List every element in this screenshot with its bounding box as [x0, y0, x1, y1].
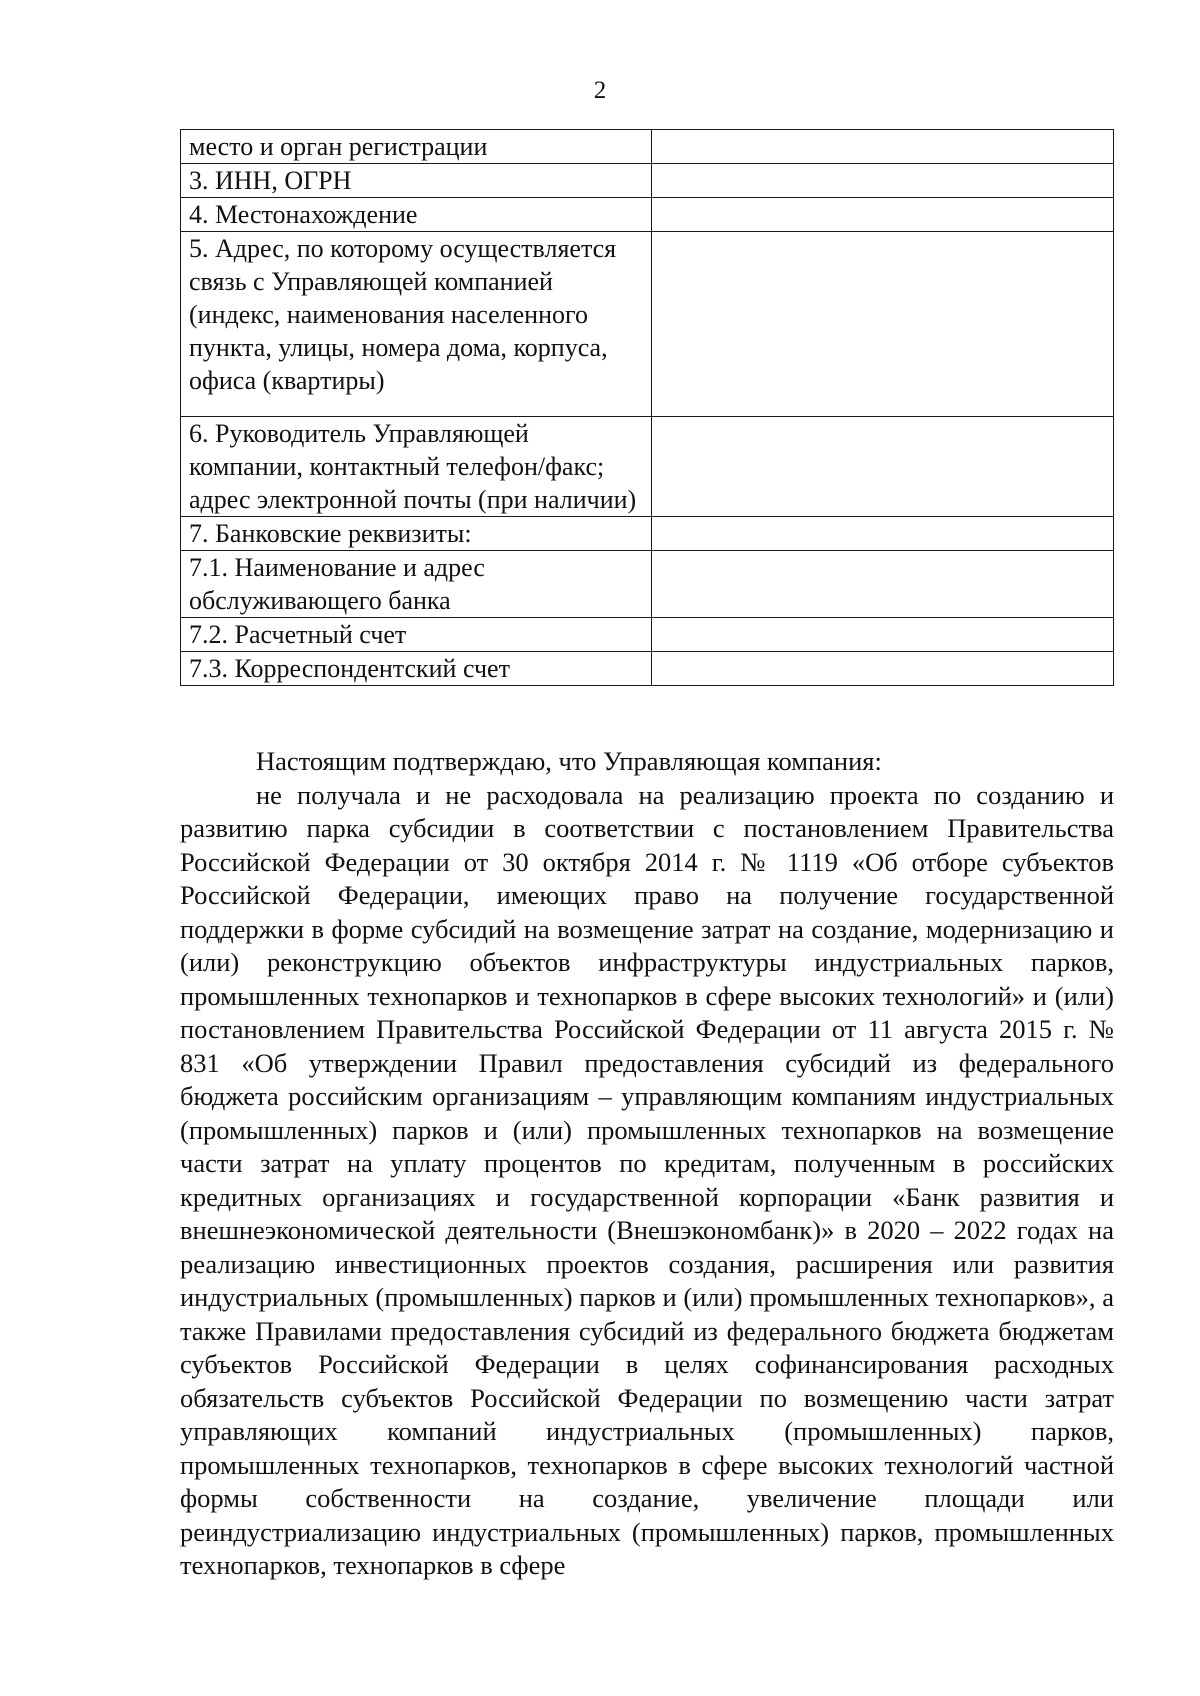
row-label-registration: место и орган регистрации: [181, 130, 652, 164]
table-row: [181, 618, 1114, 652]
statement-body: не получала и не расходовала на реализацию проекта по созданию и развитию парка субсидии в соответствии с постановлением Правительства Российской Федерации от 30 октября 2014 г. № 1119 «Об отборе субъектов Российской Федерации, имеющих право на получение государственной поддержки в форме субсидий на возмещение затрат на создание, модернизацию и (или) реконструкцию объектов инфраструктуры индустриальных парков, промышленных технопарков и технопарков в сфере высоких технологий» и (или) постановлением Правительства Российской Федерации от 11 августа 2015 г. № 831 «Об утверждении Правил предоставления субсидий из федерального бюджета российским организациям – управляющим компаниям индустриальных (промышленных) парков и (или) промышленных технопарков на возмещение части затрат на уплату процентов по кредитам, полученным в российских кредитных организациях и государственной корпорации «Банк развития и внешнеэкономической деятельности (Внешэкономбанк)» в 2020 – 2022 годах на реализацию инвестиционных проектов создания, расширения или развития индустриальных (промышленных) парков и (или) промышленных технопарков», а также Правилами предоставления субсидий из федерального бюджета бюджетам субъектов Российской Федерации в целях софинансирования расходных обязательств субъектов Российской Федерации по возмещению части затрат управляющих компаний индустриальных (промышленных) парков, промышленных технопарков, технопарков в сфере высоких технологий частной формы собственности на создание, увеличение площади или реиндустриализацию индустриальных (промышленных) парков, промышленных технопарков, технопарков в сфере: [180, 779, 1114, 1580]
row-value-bank-name[interactable]: [652, 551, 1114, 618]
confirmation-statement: [180, 745, 1114, 1583]
row-label-director: 6. Руководитель Управляющей компании, контактный телефон/факс; адрес электронной почты (при наличии): [181, 417, 652, 517]
row-value-contact-address[interactable]: [652, 232, 1114, 417]
table-row: [181, 517, 1114, 551]
row-value-inn-ogrn[interactable]: [652, 164, 1114, 198]
table-row: [181, 198, 1114, 232]
row-label-contact-address: 5. Адрес, по которому осуществляется связь с Управляющей компанией (индекс, наименования населенного пункта, улицы, номера дома, корпуса, офиса (квартиры): [181, 232, 652, 417]
organization-details-table: [180, 129, 1114, 686]
table-row: [181, 164, 1114, 198]
row-value-registration[interactable]: [652, 130, 1114, 164]
row-label-correspondent-account: 7.3. Корреспондентский счет: [181, 652, 652, 686]
row-label-inn-ogrn: 3. ИНН, ОГРН: [181, 164, 652, 198]
row-label-current-account: 7.2. Расчетный счет: [181, 618, 652, 652]
table-row: [181, 551, 1114, 618]
row-value-location[interactable]: [652, 198, 1114, 232]
statement-intro: Настоящим подтверждаю, что Управляющая компания:: [256, 746, 882, 776]
row-value-current-account[interactable]: [652, 618, 1114, 652]
row-label-bank-name: 7.1. Наименование и адрес обслуживающего банка: [181, 551, 652, 618]
page-number: 2: [593, 77, 607, 104]
row-value-bank-details[interactable]: [652, 517, 1114, 551]
row-value-correspondent-account[interactable]: [652, 652, 1114, 686]
table-row: [181, 652, 1114, 686]
row-value-director[interactable]: [652, 417, 1114, 517]
row-label-bank-details: 7. Банковские реквизиты:: [181, 517, 652, 551]
table-row: [181, 417, 1114, 517]
table-row: [181, 232, 1114, 417]
table-row: [181, 130, 1114, 164]
row-label-location: 4. Местонахождение: [181, 198, 652, 232]
